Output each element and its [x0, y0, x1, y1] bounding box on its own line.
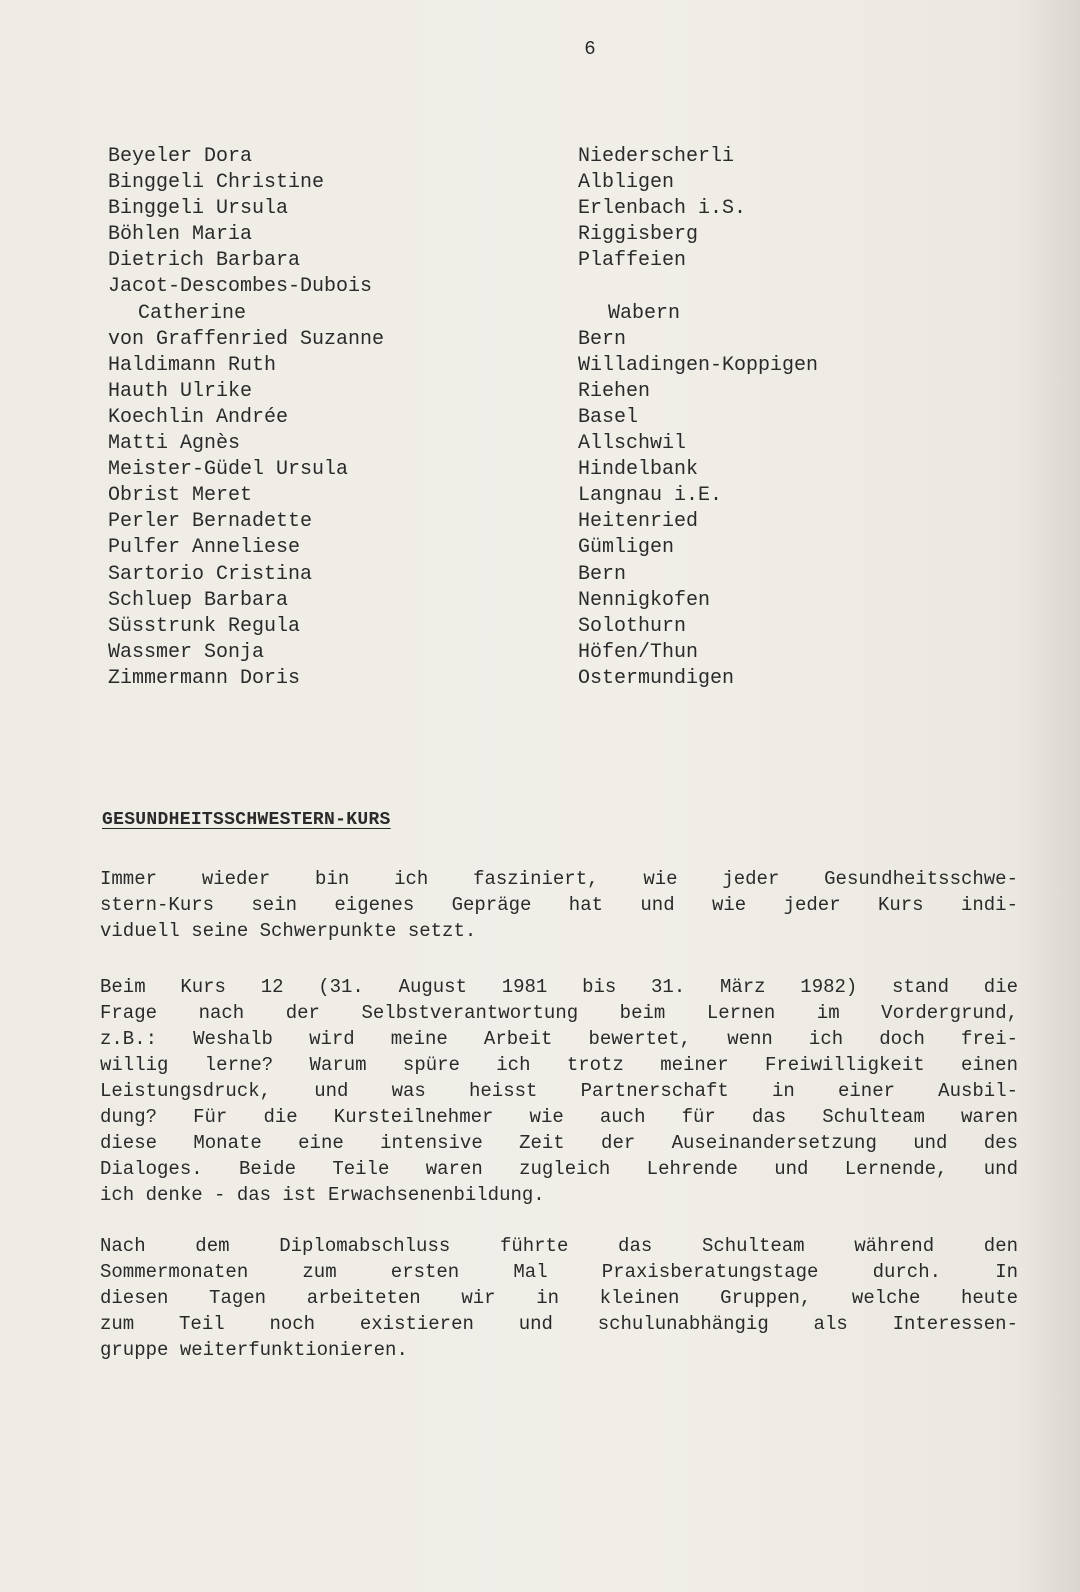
text-line: z.B.: Weshalb wird meine Arbeit bewertet, wenn ich doch frei-: [100, 1028, 1018, 1050]
roster-row: [108, 588, 868, 614]
roster-row: [108, 353, 868, 379]
participant-place: Plaffeien: [578, 249, 687, 273]
participant-name: Haldimann Ruth: [108, 353, 277, 377]
roster-row: [108, 405, 868, 431]
participant-place: Bern: [578, 327, 627, 351]
participant-place: Hindelbank: [578, 458, 699, 482]
participant-place: Willadingen-Koppigen: [578, 353, 819, 377]
text-line: willig lerne? Warum spüre ich trotz meiner Freiwilligkeit einen: [100, 1054, 1018, 1076]
participant-place: Solothurn: [578, 614, 687, 638]
section-heading: GESUNDHEITSSCHWESTERN-KURS: [102, 810, 391, 830]
participant-place: Heitenried: [578, 510, 699, 534]
roster-row: [108, 222, 868, 248]
participant-name: Perler Bernadette: [108, 510, 313, 534]
participant-place: Langnau i.E.: [578, 484, 723, 508]
text-line: viduell seine Schwerpunkte setzt.: [100, 920, 477, 942]
participant-name: Meister-Güdel Ursula: [108, 458, 349, 482]
roster-row: [108, 509, 868, 535]
participant-name: Zimmermann Doris: [108, 666, 301, 690]
roster-row: [108, 301, 868, 327]
participant-name: Obrist Meret: [108, 484, 253, 508]
text-line: zum Teil noch existieren und schulunabhängig als Interessen-: [100, 1313, 1018, 1335]
text-line: stern-Kurs sein eigenes Gepräge hat und wie jeder Kurs indi-: [100, 894, 1018, 916]
participant-place: Ostermundigen: [578, 666, 735, 690]
paragraph-3: [100, 1233, 1018, 1363]
participant-name: Süsstrunk Regula: [108, 614, 301, 638]
roster-row: [108, 144, 868, 170]
roster-row: [108, 274, 868, 300]
participant-place: Riehen: [578, 379, 651, 403]
participant-place: Nennigkofen: [578, 588, 711, 612]
text-line: Sommermonaten zum ersten Mal Praxisberatungstage durch. In: [100, 1261, 1018, 1283]
participant-place: Niederscherli: [578, 145, 735, 168]
participant-place: Riggisberg: [578, 223, 699, 247]
participant-name: Schluep Barbara: [108, 588, 289, 612]
participant-place: Albligen: [578, 171, 675, 195]
roster-row: [108, 170, 868, 196]
participant-name: Binggeli Christine: [108, 171, 325, 195]
participant-name: Sartorio Cristina: [108, 562, 313, 586]
participant-name: von Graffenried Suzanne: [108, 327, 385, 351]
text-line: Beim Kurs 12 (31. August 1981 bis 31. März 1982) stand die: [100, 976, 1018, 998]
roster-row: [108, 614, 868, 640]
page-number: 6: [584, 38, 596, 60]
roster-row: [108, 666, 868, 692]
text-line: diese Monate eine intensive Zeit der Auseinandersetzung und des: [100, 1132, 1018, 1154]
participant-place: Allschwil: [578, 432, 687, 456]
roster-row: [108, 379, 868, 405]
roster-row: [108, 248, 868, 274]
participant-name: Koechlin Andrée: [108, 405, 289, 429]
roster-row: [108, 196, 868, 222]
roster-row: [108, 431, 868, 457]
roster-row: [108, 483, 868, 509]
roster-row: [108, 562, 868, 588]
participant-name: Dietrich Barbara: [108, 249, 301, 273]
roster-row: [108, 457, 868, 483]
participant-name: Pulfer Anneliese: [108, 536, 301, 560]
text-line: ich denke - das ist Erwachsenenbildung.: [100, 1184, 545, 1206]
participant-place: Erlenbach i.S.: [578, 197, 747, 221]
participant-place: Basel: [578, 405, 639, 429]
paragraph-1: [100, 866, 1018, 944]
participant-place: [578, 274, 868, 300]
participant-name: Beyeler Dora: [108, 145, 253, 168]
roster-row: [108, 640, 868, 666]
participant-place: Höfen/Thun: [578, 640, 699, 664]
participant-name: Jacot-Descombes-Dubois: [108, 275, 373, 299]
paragraph-2: [100, 974, 1018, 1208]
text-line: diesen Tagen arbeiteten wir in kleinen Gruppen, welche heute: [100, 1287, 1018, 1309]
text-line: Dialoges. Beide Teile waren zugleich Lehrende und Lernende, und: [100, 1158, 1018, 1180]
text-line: Frage nach der Selbstverantwortung beim Lernen im Vordergrund,: [100, 1002, 1018, 1024]
participant-name: Wassmer Sonja: [108, 640, 265, 664]
roster-row: [108, 327, 868, 353]
text-line: Immer wieder bin ich fasziniert, wie jeder Gesundheitsschwe-: [100, 868, 1018, 890]
text-line: Nach dem Diplomabschluss führte das Schulteam während den: [100, 1235, 1018, 1257]
text-line: dung? Für die Kursteilnehmer wie auch für das Schulteam waren: [100, 1106, 1018, 1128]
participant-name: Catherine: [138, 301, 247, 325]
participant-name: Hauth Ulrike: [108, 379, 253, 403]
participant-list: [108, 144, 868, 692]
participant-place: Wabern: [608, 301, 681, 325]
participant-name: Binggeli Ursula: [108, 197, 289, 221]
participant-place: Gümligen: [578, 536, 675, 560]
participant-name: Böhlen Maria: [108, 223, 253, 247]
text-line: Leistungsdruck, und was heisst Partnerschaft in einer Ausbil-: [100, 1080, 1018, 1102]
participant-name: Matti Agnès: [108, 432, 241, 456]
participant-place: Bern: [578, 562, 627, 586]
roster-row: [108, 535, 868, 561]
text-line: gruppe weiterfunktionieren.: [100, 1339, 408, 1361]
